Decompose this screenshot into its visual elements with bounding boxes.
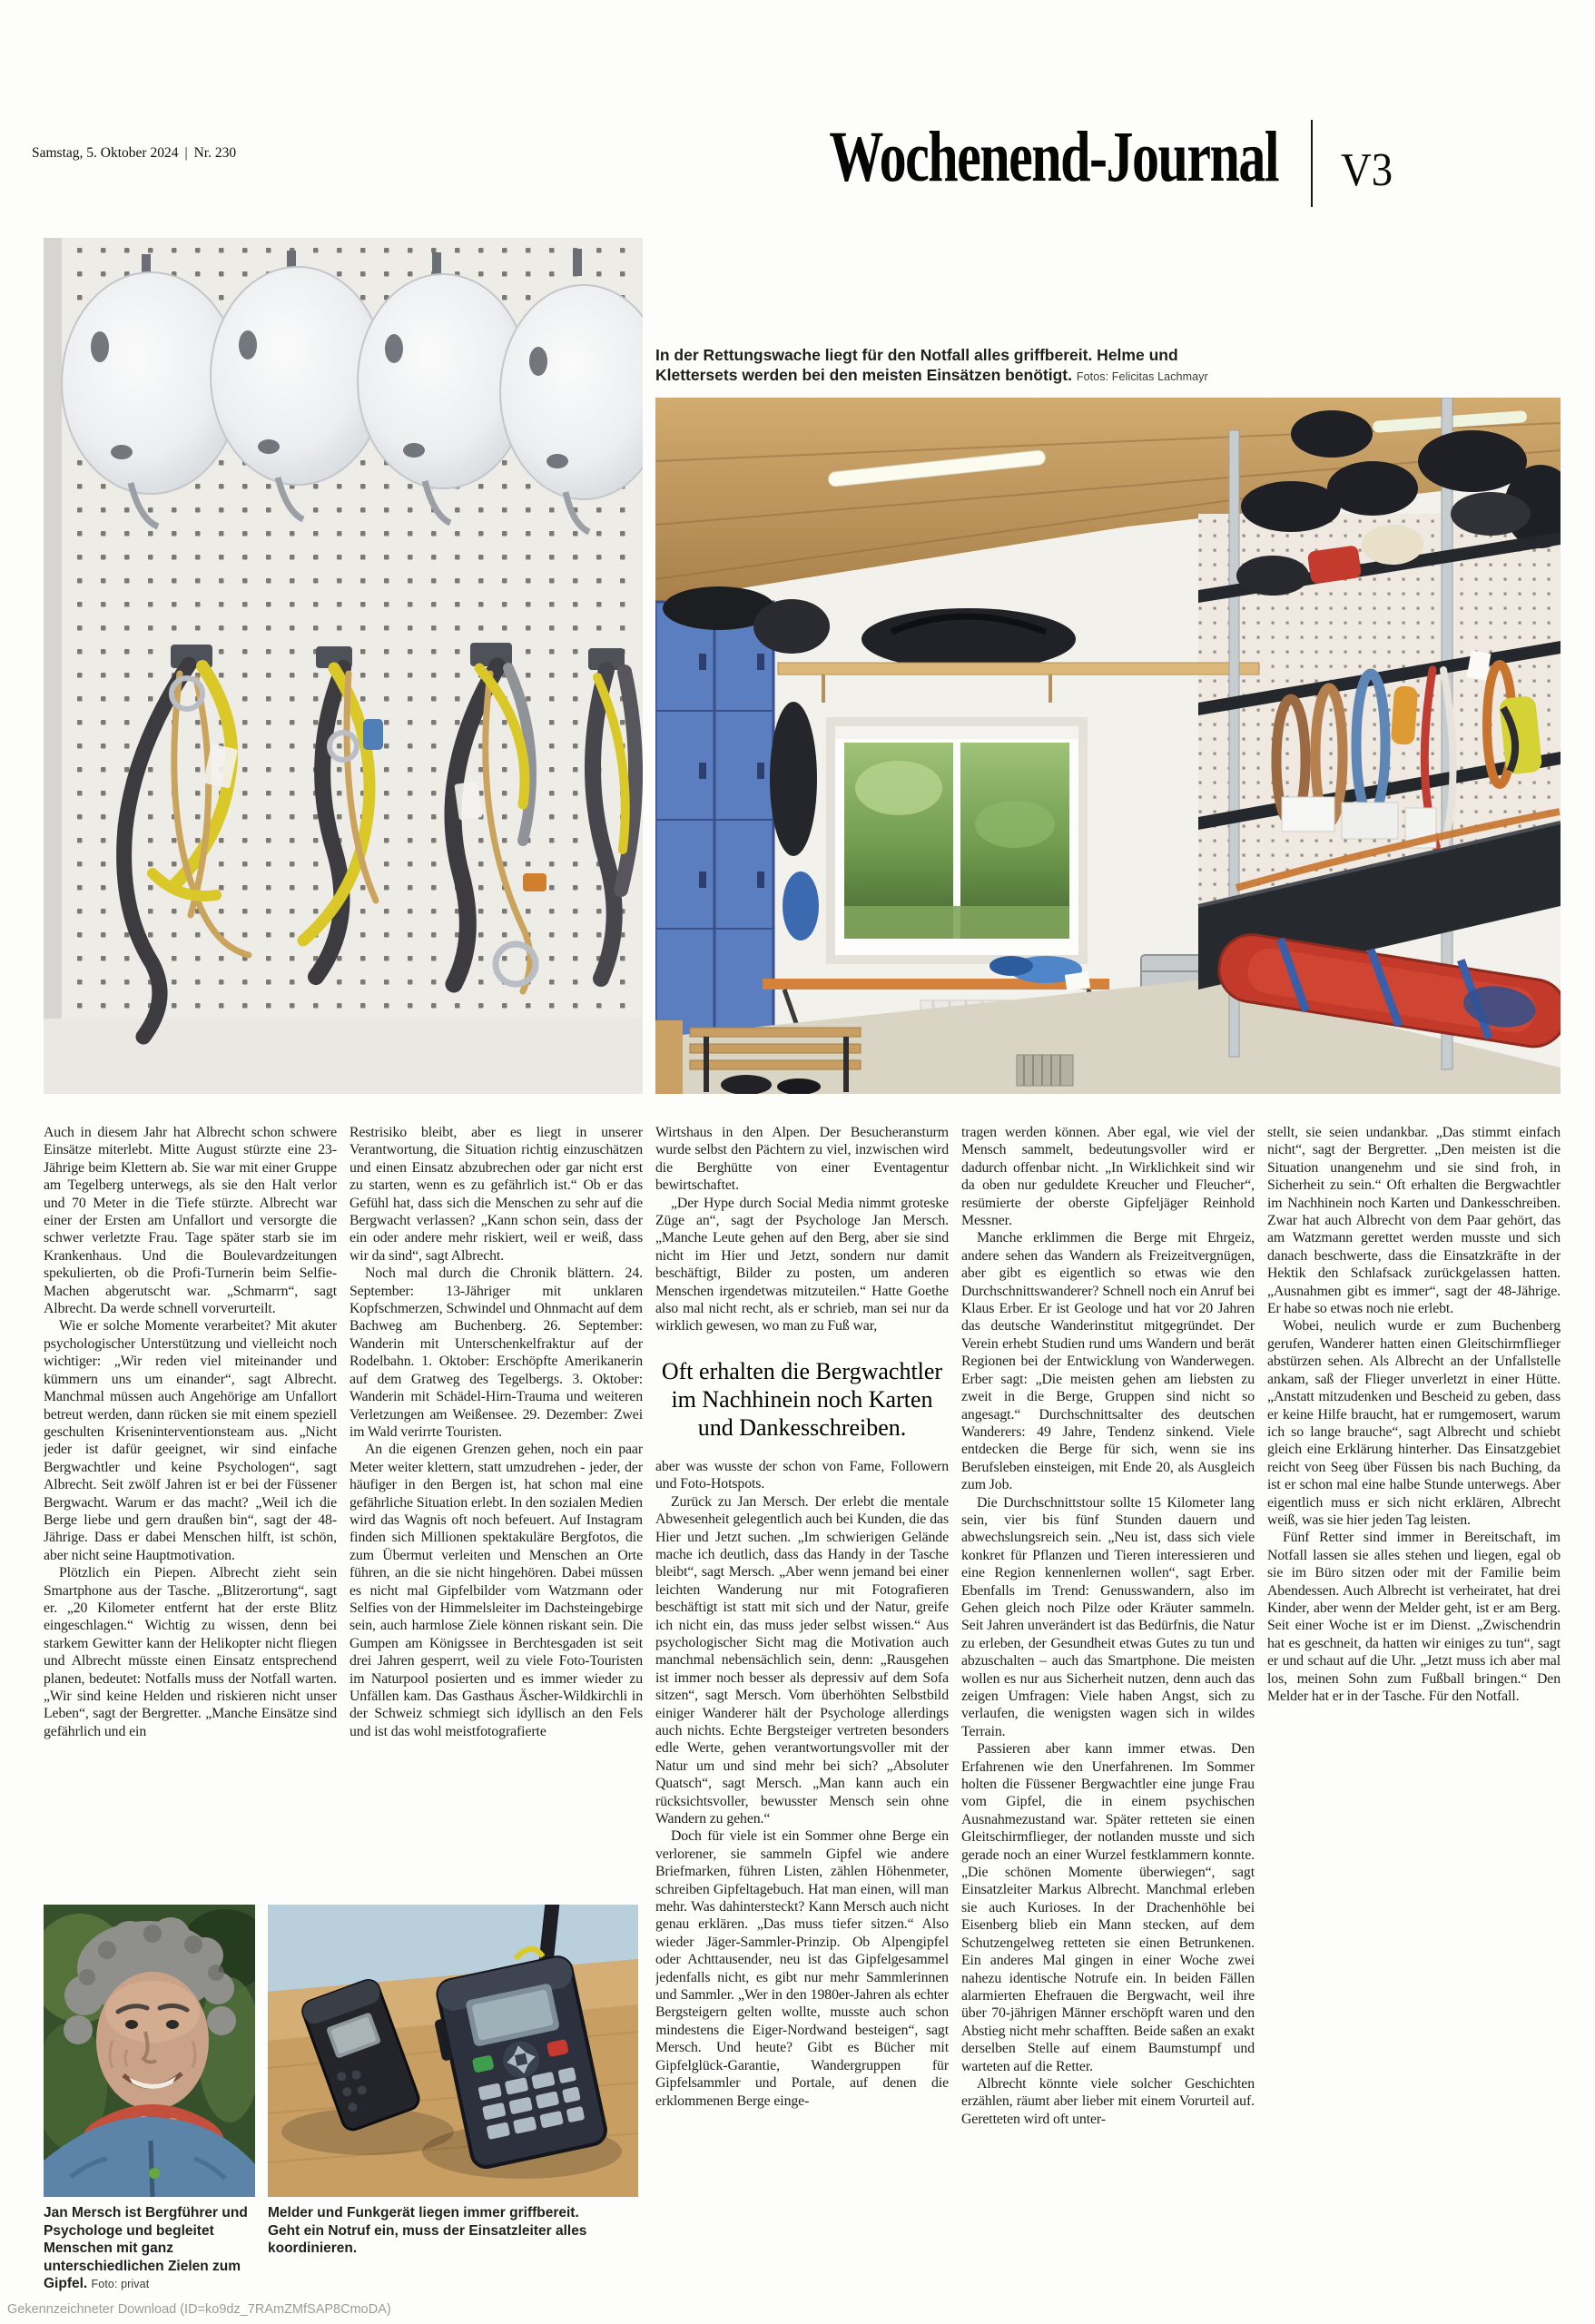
photo-radio-devices: [268, 1905, 638, 2197]
dateline-separator: |: [184, 145, 188, 161]
article-paragraph: Noch mal durch die Chronik blättern. 24. September: 13-Jähriger mit unklaren Kopfschmerzen, Schwindel und Ohnmacht auf dem Bachweg am Buchenberg. 26. September: Wanderin mit Unterschenkelfraktur auf der Rodelbahn. 1. Oktober: Erschöpfte Amerikanerin auf dem Gratweg des Tegelbergs. 3. Oktober: Wanderin mit Schädel-Hirn-Trauma und weiteren Verletzungen am Weißensee. 29. Dezember: Zwei im Wald verirrte Touristen.: [350, 1265, 643, 1440]
article-paragraph: stellt, sie seien undankbar. „Das stimmt einfach nicht“, sagt der Bergretter. „Den meisten ist die Situation unangenehm und sie sind froh, in Sicherheit zu sein.“ Oft erhalten die Bergwachtler im Nachhinein noch Karten und Dankesschreiben. Zwar hat auch Albrecht von dem Paar gehört, das am Watzmann gerettet werden musste und sich danach beschwerte, dass die Einsatzkräfte in der Hektik den Schlafsack zurückgelassen hatten. „Ausnahmen gibt es immer“, sagt der 48-Jährige. Er habe so etwas noch nie erlebt.: [1267, 1125, 1561, 1317]
article-paragraph: Doch für viele ist ein Sommer ohne Berge ein verlorener, sie sammeln Gipfel wie andere Briefmarken, führen Listen, zählen Höhenmeter, schreiben Gipfeltagebuch. Hat man einen, will man mehr. Was dahintersteckt? Kann Mersch auch nicht genau erklären. „Das muss tiefer sitzen.“ Also wieder Jäger-Sammler-Prinzip. Ob Alpengipfel oder Achttausender, neu ist das Gipfelgesammel jedenfalls nicht, es gibt nur mehr Sammlerinnen und Sammler. „Wer in den 1980er-Jahren als echter Bergsteigern gelten wollte, musste auch schon mindestens die Eiger-Nordwand besteigen“, sagt Mersch. Und heute? Gibt es Bücher mit Gipfelglück-Garantie, Wandergruppen für Gipfelsammler und Portale, auf denen die erklommenen Berge einge-: [655, 1828, 949, 2109]
article-paragraph: aber was wusste der schon von Fame, Followern und Foto-Hotspots.: [655, 1458, 949, 1492]
article-column-2: [350, 1124, 643, 1850]
article-paragraph: An die eigenen Grenzen gehen, noch ein paar Meter weiter klettern, statt umzudrehen - jeder, der häufiger in den Bergen ist, hat schon mal eine gefährliche Situation erlebt. In den sozialen Medien wird das Wagnis oft noch befeuert. Auf Instagram finden sich Millionen spektakuläre Bergfotos, die zum Übermut verleiten und Menschen an Orte führen, an die sie nicht hingehören. Dabei müssen es nicht mal Gipfelbilder vom Watzmann oder Selfies von der Himmelsleiter im Dachsteingebirge sein, auch harmlose Ziele können riskant sein. Die Gumpen am Königssee in Berchtesgaden ist seit drei Jahren gesperrt, weil zu viele Foto-Touristen im Naturpool posierten und es immer wieder zu Unfällen kam. Das Gasthaus Äscher-Wildkirchli in der Schweiz schmiegt sich idyllisch an den Fels und ist das wohl meistfotografierte: [350, 1442, 643, 1739]
photo-caption-top: [655, 346, 1259, 387]
article-paragraph: Albrecht könnte viele solcher Geschichten erzählen, räumt aber lieber mit einem Vorurteil auf. Geretteten wird oft unter-: [961, 2075, 1255, 2127]
dateline: [32, 145, 236, 162]
hanging-jackets: [770, 702, 817, 856]
article-column-1: [44, 1124, 337, 1850]
article-paragraph: tragen werden können. Aber egal, wie viel der Mensch sammelt, bedeutungsvoller wird er dadurch offenbar nicht. „In Wirklichkeit sind wir da oben nur geduldete Kreucher und Fleucher“, resümierte der oberste Gipfeljäger Reinhold Messner.: [961, 1125, 1255, 1229]
photo-jan-mersch: [44, 1905, 255, 2197]
article-paragraph: Die Durchschnittstour sollte 15 Kilometer lang sein, vier bis fünf Stunden dauern und abwechslungsreich sein. „Neu ist, dass sich viele konkret für Pflanzen und Tieren interessieren und eine Region kennenlernen wollen“, sagt Erber. Ebenfalls im Trend: Genusswandern, also im Gehen gleich noch Pilze oder Kräuter sammeln. Seit Jahren unverändert ist das Bedürfnis, die Natur zu erleben, der Gesundheit etwas Gutes zu tun und abzuschalten – auch das Smartphone. Die meisten wollen es nur aus Sicherheit nutzen, denn auch das zeigen Umfragen: Viele haben Angst, sich zu verlaufen, die wenigsten wagen sich in wildes Terrain.: [961, 1494, 1255, 1739]
article-column-4: [961, 1124, 1255, 2250]
helmets-harnesses-illustration: [44, 238, 643, 1094]
download-footer: Gekennzeichneter Download (ID=ko9dz_7RAmZMfSAP8CmoDA): [7, 2302, 391, 2317]
article-paragraph: Wirtshaus in den Alpen. Der Besucheransturm wurde selbst den Pächtern zu viel, inzwischen wird die Berghütte von einer Eventagentur bewirtschaftet.: [655, 1125, 949, 1194]
caption-text: Jan Mersch ist Bergführer und Psychologe und begleitet Menschen mit ganz unterschiedlichen Zielen zum Gipfel.: [44, 2205, 248, 2291]
rescue-station-illustration: [655, 398, 1561, 1094]
portrait-illustration: [44, 1905, 255, 2197]
article-paragraph: Passieren aber kann immer etwas. Den Erfahrenen wie den Unerfahrenen. Im Sommer holten die Füssener Bergwachtler eine junge Frau vom Gipfel, die in einem psychischen Ausnahmezustand war. Später retteten sie einen Gleitschirmflieger, der notlanden musste und sich gerade noch an einer Wurzel festklammern konnte. „Die schönen Momente überwiegen“, sagt Einsatzleiter Markus Albrecht. Manchmal erleben sie auch Kurioses. In der Drachenhöhle bei Eisenberg blieb ein Mann stecken, auf dem Schutzengelweg retteten sie einen Betrunkenen. Ein anderes Mal gingen in einer Woche zwei nahezu identische Notrufe ein. In beiden Fällen alarmierten Ehefrauen die Bergwacht, weil ihre über 70-jährigen Männer erschöpft waren und den Abstieg nicht mehr schafften. Beide saßen an exakt derselben Stelle auf einem Baumstumpf und warteten auf die Retter.: [961, 1741, 1255, 2074]
photo-caption-portrait: [44, 2204, 260, 2294]
article-column-3: [655, 1124, 949, 2250]
masthead-title: Wochenend-Journal: [829, 118, 1278, 197]
floor-drain: [1017, 1055, 1073, 1086]
article-paragraph: Wobei, neulich wurde er zum Buchenberg gerufen, Wanderer hatten einen Gleitschirmflieger abstürzen sehen. Als Albrecht an der Unfallstelle ankam, saß der Flieger unverletzt in einer Hütte. „Anstatt mitzudenken und Bescheid zu geben, dass er keine Hilfe braucht, hat er rumgemosert, warum ich so lange brauche“, sagt Albrecht und schiebt gleich eine Erklärung hinterher. Das Einsatzgebiet reicht von Seeg über Füssen bis nach Buching, da ist er schon mal eine halbe Stunde unterwegs. Aber eigentlich muss er sich nicht erklären, Albrecht weiß, was sie hier jeden Tag leisten.: [1267, 1318, 1561, 1528]
caption-text: In der Rettungswache liegt für den Notfall alles griffbereit. Helme und Klettersets werden bei den meisten Einsätzen benötigt.: [655, 346, 1178, 384]
wall-shelf: [778, 663, 1259, 675]
page-number: V3: [1341, 144, 1393, 196]
photo-credit: Fotos: Felicitas Lachmayr: [1076, 369, 1208, 383]
photo-helmets-harnesses: [44, 238, 643, 1094]
photo-rescue-station: [655, 398, 1561, 1094]
header-vertical-rule: [1311, 120, 1313, 207]
lockers: [655, 602, 773, 1038]
radio-devices-illustration: [268, 1905, 638, 2197]
article-paragraph: Zurück zu Jan Mersch. Der erlebt die mentale Abwesenheit gelegentlich auch bei Kunden, die das Hier und Jetzt suchen. „Im schwierigen Gelände mache ich deutlich, dass das Handy in der Tasche bleibt“, sagt Mersch. „Aber wenn jemand bei einer leichten Wanderung nur mit Fotografieren beschäftigt ist statt mit sich und der Natur, greife ich nicht ein, das muss jeder selbst wissen.“ Aus psychologischer Sicht mag die Motivation auch manchmal nebensächlich sein, denn: „Rausgehen ist immer noch besser als depressiv auf dem Sofa sitzen“, sagt Mersch. Vom überhöhten Selbstbild einiger Wanderer hält der Psychologe allerdings auch nichts. Echte Bergsteiger vertreten besonders edle Werte, gehen verantwortungsvoller mit der Natur um und sind mehr bei sich? „Absoluter Quatsch“, sagt Mersch. „Man kann auch ein rücksichtsvoller, bewusster Mensch sein ohne Wandern zu gehen.“: [655, 1493, 949, 1827]
article-column-5: [1267, 1124, 1561, 1850]
article-paragraph: Fünf Retter sind immer in Bereitschaft, im Notfall lassen sie alles stehen und liegen, egal ob sie im Büro sitzen oder mit der Familie beim Abendessen. Auch Albrecht ist verheiratet, hat drei Kinder, aber wenn der Melder geht, ist er am Berg. Seit einer Woche ist er im Dienst. „Zwischendrin hat es geschneit, da hatten wir einiges zu tun“, sagt er und schaut auf die Uhr. „Jetzt muss ich aber mal los, meinen Sohn zum Fußball bringen.“ Den Melder hat er in der Tasche. Für den Notfall.: [1267, 1530, 1561, 1704]
article-paragraph: Manche erklimmen die Berge mit Ehrgeiz, andere sehen das Wandern als Freizeitvergnügen, aber gibt es eigentlich so etwas wie den Durchschnittswanderer? Schnell noch ein Anruf bei Klaus Erber. Er ist Geologe und hat vor 20 Jahren das deutsche Wanderinstitut mitgegründet. Der Verein erhebt Studien rund ums Wandern und berät Regionen bei der Entwicklung von Wanderwegen. Erber sagt: „Die meisten gehen am liebsten zu zweit in die Berge, Gruppen sind nicht so angesagt.“ Durchschnittsalter des deutschen Wanderers: 49 Jahre, Tendenz sinkend. Viele entdecken die Berge für sich, wenn sie ins Berufsleben einsteigen, mit Ende 20, als Ausgleich zum Job.: [961, 1230, 1255, 1493]
photo-credit: Foto: privat: [91, 2278, 150, 2290]
article-paragraph: Plötzlich ein Piepen. Albrecht zieht sein Smartphone aus der Tasche. „Blitzerortung“, sagt er. „20 Kilometer entfernt hat der erste Blitz eingeschlagen.“ Wichtig zu wissen, denn bei starkem Gewitter kann der Helikopter nicht fliegen und Albrecht müsste einen Einsatz entsprechend planen, bedeutet: Notfalls muss der Notfall warten. „Wir sind keine Helden und riskieren nicht unser Leben“, sagt der Bergretter. „Manche Einsätze sind gefährlich und ein: [44, 1565, 337, 1739]
issue-number: Nr. 230: [193, 145, 237, 161]
article-paragraph: Restrisiko bleibt, aber es liegt in unserer Verantwortung, die Situation richtig einzuschätzen und einen Einsatz abzubrechen oder gar nicht erst zu starten, wenn es zu gefährlich ist.“ Ob er das Gefühl hat, dass sich die Menschen zu sehr auf die Bergwacht verlassen? „Kann schon sein, dass der ein oder andere mehr riskiert, weil er weiß, dass wir da sind“, sagt Albrecht.: [350, 1125, 643, 1264]
orange-drybag: [1391, 685, 1418, 745]
window: [826, 717, 1088, 964]
article-paragraph: Auch in diesem Jahr hat Albrecht schon schwere Einsätze miterlebt. Mitte August stürzte eine 23-Jährige beim Klettern ab. Sie war mit einer Gruppe am Tegelberg unterwegs, als sie den Halt verlor und 70 Meter in die Tiefe stürzte. Albrecht war einer der Ersten am Unfallort und versorgte die schwer verletzte Frau. Tage später starb sie im Krankenhaus. Und die Boulevardzeitungen spekulierten, ob die Profi-Turnerin beim Selfie-Machen abgerutscht war. „Schmarrn“, sagt Albrecht. Da werde schnell vorverurteilt.: [44, 1125, 337, 1317]
photo-caption-radios: [268, 2204, 596, 2258]
article-paragraph: Wie er solche Momente verarbeitet? Mit akuter psychologischer Unterstützung und vielleicht noch wichtiger: „Wir reden viel miteinander und kümmern uns um einander“, sagt Albrecht. Manchmal müssen auch Angehörige am Unfallort betreut werden, dann rücken sie mit einem speziell geschulten Kriseninterventionsteam aus. „Nicht jeder ist dafür geeignet, wir sind einfache Bergwachtler und keine Psychologen“, sagt Albrecht. Seit zwölf Jahren ist er bei der Füssener Bergwacht. Warum er das macht? „Weil ich die Berge liebe und gern draußen bin“, sagt der 48-Jährige. Dass er dabei Menschen hilft, ist schön, aber nicht seine Hauptmotivation.: [44, 1318, 337, 1563]
article-paragraph: „Der Hype durch Social Media nimmt groteske Züge an“, sagt der Psychologe Jan Mersch. „Manche Leute gehen auf den Berg, aber sie sind nicht im Hier und Jetzt, sondern nur damit beschäftigt, Bilder zu posten, um anderen Menschen irgendetwas mitzuteilen.“ Hatte Goethe also mal nicht recht, als er schrieb, man sei nur da wirklich gewesen, wo man zu Fuß war,: [655, 1195, 949, 1334]
pull-quote: Oft erhalten die Bergwachtler im Nachhinein noch Karten und Dankesschreiben.: [661, 1357, 943, 1441]
date-text: Samstag, 5. Oktober 2024: [32, 145, 179, 161]
caption-text: Melder und Funkgerät liegen immer griffbereit. Geht ein Notruf ein, muss der Einsatzleiter alles koordinieren.: [268, 2205, 587, 2256]
